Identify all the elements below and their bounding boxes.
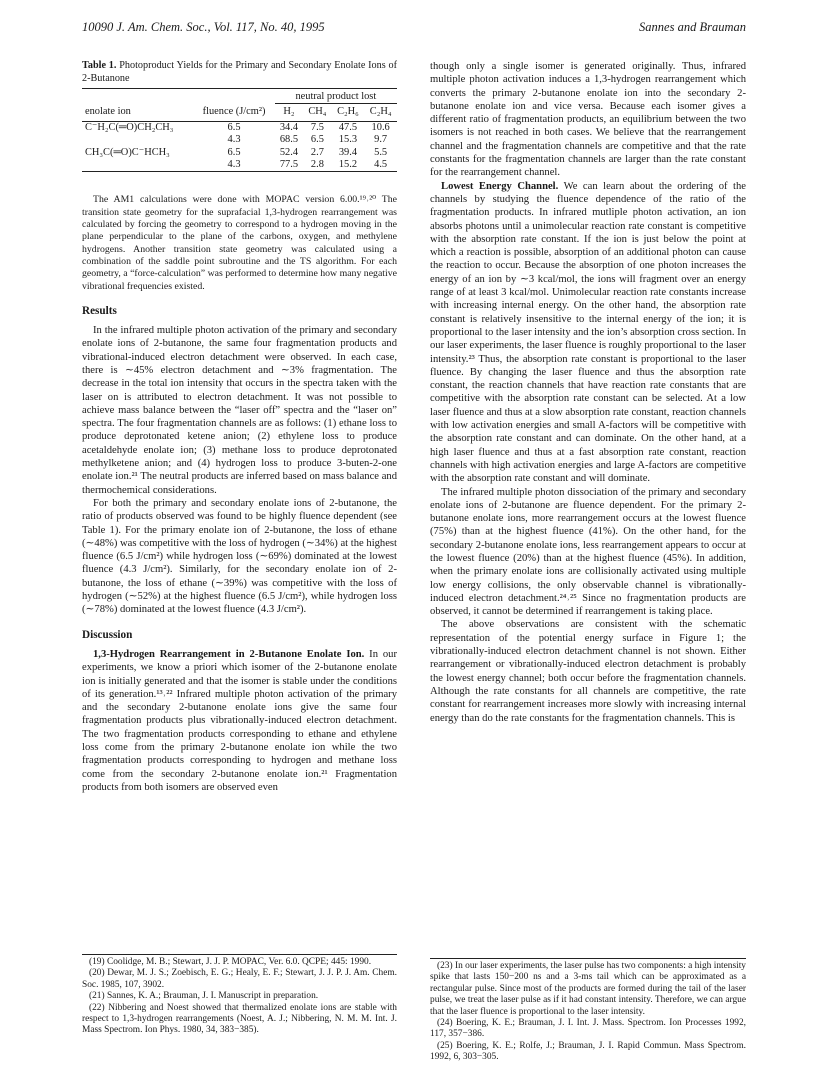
left-column — [82, 60, 397, 794]
table-row — [82, 121, 397, 134]
cell-ch4: 2.8 — [303, 159, 331, 172]
header-authors: Sannes and Brauman — [639, 20, 746, 34]
results-paragraph: In the infrared multiple photon activation of the primary and secondary enolate ions of 2-butanone, the same four fragmentation products and vibrational-induced electron detachment were observed. In each case, there is ∼45% electron detachment and ∼3% fragmentation. The decrease in the total ion intensity that occurs in the spectra taken with the laser on is attributed to electron detachment. It was not possible to achieve mass balance between the “laser off” spectra and the “laser on” spectra. The four fragmentation channels are as follows: (1) ethane loss to produce deprotonated ketene anion; (2) ethylene loss to produce acetaldehyde enolate ion; (3) methane loss to produce deprotonated methylketene anion; and (4) hydrogen loss to produce 3-buten-2-one enolate ion.²¹ The neutral products are inferred based on mass balance and thermochemical considerations. — [82, 325, 397, 496]
lowest-energy-paragraph — [430, 180, 746, 486]
table-row — [82, 134, 397, 146]
cell-h2: 52.4 — [279, 146, 299, 158]
cell-fluence: 6.5 — [227, 146, 241, 158]
cell-c2h6: 15.2 — [332, 159, 365, 172]
cell-c2h6: 15.3 — [338, 134, 358, 146]
col-header-fluence: fluence (J/cm²) — [193, 104, 274, 121]
body-paragraph: The infrared multiple photon dissociation of the primary and secondary enolate ions of 2-butanone are fluence dependent. For the primary 2-butanone enolate ions, more rearrangement occurs at the lowest fluence (75%) than at the highest fluence (41%). On the other hand, for the secondary 2-butanone enolate ions, less rearrangement appears to occur at the lowest fluence (20%) than at the highest fluence (45%). In addition, when the primary enolate ions are collisionally activated using multiple low energy collisions, the only observable channel is vibrationally-induced electron detachment.²⁴˒²⁵ Since no fragmentation products are observed, it cannot be determined if rearrangement is taking place. — [430, 486, 746, 618]
cell-c2h6: 47.5 — [338, 121, 358, 133]
table-label: Table 1. — [82, 60, 117, 71]
footnotes-left — [82, 954, 397, 1037]
col-header-ch4: CH₄ — [303, 104, 331, 121]
table-caption-text: Photoproduct Yields for the Primary and Secondary Enolate Ions of 2-Butanone — [82, 60, 397, 84]
yields-table — [82, 88, 397, 172]
lowest-energy-heading: Lowest Energy Channel. — [441, 180, 559, 192]
cell-c2h4: 9.7 — [374, 134, 388, 146]
table-group-header: neutral product lost — [275, 89, 397, 104]
lowest-energy-text: We can learn about the ordering of the channels by studying the fluence dependence of the ratio of the fragmentation products. In infrared mutliple photon activation, an ion absorbs photons until a unimolecular reaction rate constant is competitive with the absorption rate constant. If the ion is just below the point at which a reaction is possible, absorption of an additional photon can cause the reaction to occur. Because the absorption of one photon increases the energy of an ion by ∼3 kcal/mol, the ions will fragment over an energy range of at least 3 kcal/mol. Unimolecular reaction rate constants increase with increasing internal energy. On the other hand, the absorption rate constant is relatively insensitive to the internal energy of the ion; it is proportional to the laser intensity and the ion’s absorption cross section. In our laser experiments, the laser fluence is roughly proportional to the laser intensity.²³ Thus, the absorption rate constant is proportional to the laser fluence. By changing the laser fluence and thus the absorption rate constant, the reaction channels that have reaction rate constants that are competitive with the absorption rate constant can be selected. At a low laser fluence and thus at a slow absorption rate constant, reaction channels with low activation energies and small A-factors will be competitive with the absorption rate constant and can dominate. On the other hand, at a high laser fluence and thus at a fast absorption rate constant, reaction channels with high activation energies and large A-factors are competitive with the absorption rate constant and will dominate. — [430, 180, 746, 485]
cell-ion — [82, 134, 193, 146]
footnote: (21) Sannes, K. A.; Brauman, J. I. Manuscript in preparation. — [89, 991, 319, 1002]
cell-c2h6: 39.4 — [338, 146, 358, 158]
discussion-text: In our experiments, we know a priori which isomer of the 2-butanone enolate ion is initially generated and that the isomer is stable under the conditions of its generation.¹³˒²² Infrared multiple photon activation of the primary and the secondary 2-butanone enolate ions give the same four fragmentation products plus vibrationally-induced electron detachment. The two fragmentation products corresponding to ethane and ethylene loss come from the primary 2-butanone enolate ion while the two fragmentation products corresponding to hydrogen and methane loss come from the secondary 2-butanone enolate ion.²¹ Fragmentation products from both isomers are observed even — [82, 648, 397, 793]
cell-ch4: 7.5 — [310, 121, 324, 133]
right-column — [430, 60, 746, 725]
footnote: (20) Dewar, M. J. S.; Zoebisch, E. G.; Healy, E. F.; Stewart, J. J. P. J. Am. Chem. Soc. 1985, 107, 3902. — [82, 968, 397, 990]
cell-ch4: 6.5 — [310, 134, 324, 146]
col-header-c2h6: C₂H₆ — [332, 104, 365, 121]
cell-fluence: 6.5 — [227, 121, 241, 133]
discussion-paragraph — [82, 648, 397, 794]
cell-h2: 34.4 — [279, 121, 299, 133]
cell-fluence: 4.3 — [227, 134, 241, 146]
footnote: (22) Nibbering and Noest showed that thermalized enolate ions are stable with respect to 1,3-hydrogen rearrangements (Noest, A. J.; Nibbering, N. M. M. Int. J. Mass Spectrom. Ion Phys. 1980, 34, 383−385). — [82, 1002, 397, 1036]
cell-ion: CH₃C(═O)C⁻HCH₃ — [85, 146, 170, 158]
running-header — [82, 20, 746, 36]
discussion-subheading: 1,3-Hydrogen Rearrangement in 2-Butanone Enolate Ion. — [93, 648, 365, 660]
col-header-c2h4: C₂H₄ — [364, 104, 397, 121]
cell-c2h4: 10.6 — [371, 121, 390, 133]
discussion-heading: Discussion — [82, 628, 133, 641]
body-paragraph: The above observations are consistent with the schematic representation of the potential energy surface in Figure 1; the vibrationally-induced electron detachment channel is not shown. Either rearrangement or vibrationally-induced electron detachment is probably the lowest energy channel; both occur before the fragmentation channels. Although the rate constants for all channels are competitive, the rate constant for rearrangement increases more slowly with increasing internal energy than do the rate constants for the fragmentation channels. This is — [430, 619, 746, 724]
cell-c2h4: 4.5 — [364, 159, 397, 172]
continued-paragraph: though only a single isomer is generated originally. Thus, infrared multiple photon activation induces a 1,3-hydrogen rearrangement which converts the primary 2-butanone enolate ion into the secondary 2-butanone enolate ion and vice versa. Because each isomer gives a different ratio of fragmentation products, an equilibrium between the two isomers is not reached in both cases. We believe that the rearrangement channel and the fragmentation channels are competitive and that the rate constants for the fragmentation channels are larger than the rate constant for the rearrangement channel. — [430, 61, 746, 179]
cell-c2h4: 5.5 — [374, 146, 388, 158]
table-row — [82, 159, 397, 172]
footnote: (19) Coolidge, M. B.; Stewart, J. J. P. MOPAC, Ver. 6.0. QCPE; 445: 1990. — [89, 957, 372, 967]
col-header-h2: H₂ — [275, 104, 304, 121]
footnote: (25) Boering, K. E.; Rolfe, J.; Brauman, J. I. Rapid Commun. Mass Spectrom. 1992, 6, 303−305. — [430, 1040, 746, 1063]
footnotes-right — [430, 958, 746, 1064]
footnote: (23) In our laser experiments, the laser pulse has two components: a high intensity spike that lasts 150−200 ns and a 3-ms tail which can be approximated as a rectangular pulse. Since most of the products are formed during the tail of the laser pulse, we treat the laser pulse as if it had constant intensity. Therefore, we can argue that the laser fluence is proportional to the laser intensity. — [430, 961, 746, 1017]
cell-h2: 68.5 — [279, 134, 299, 146]
col-header-ion: enolate ion — [82, 104, 193, 121]
results-heading: Results — [82, 304, 117, 317]
experimental-paragraph: The AM1 calculations were done with MOPAC version 6.00.¹⁹˒²⁰ The transition state geometry for the suprafacial 1,3-hydrogen rearrangement was calculated by forcing the geometry to correspond to a hydrogen moving in the plane perpendicular to the plane of the carbons, oxygen, and methylene hydrogens. Another transition state geometry was calculated using a combination of the saddle point subroutine and the TS algorithm. For each geometry, a “force-calculation” was performed to determine how many negative vibrational frequencies existed. — [82, 194, 397, 292]
table-row — [82, 147, 397, 159]
results-paragraph: For both the primary and secondary enolate ions of 2-butanone, the ratio of products observed was found to be highly fluence dependent (see Table 1). For the primary enolate ion of 2-butanone, the loss of ethane (∼48%) was competitive with the loss of hydrogen (∼34%) at the highest fluence (6.5 J/cm²) while hydrogen loss (∼69%) dominated at the lowest fluence (4.3 J/cm²). Similarly, for the secondary enolate ion of 2-butanone, the loss of ethane (∼39%) was competitive with the loss of hydrogen (∼52%) at the highest fluence (6.5 J/cm²), while hydrogen loss (∼78%) dominated at the lowest fluence (4.3 J/cm²). — [82, 497, 397, 616]
table-caption — [82, 60, 397, 85]
cell-ch4: 2.7 — [310, 146, 324, 158]
footnote: (24) Boering, K. E.; Brauman, J. I. Int. J. Mass. Spectrom. Ion Processes 1992, 117, 357−386. — [430, 1018, 746, 1040]
cell-ion: C⁻H₂C(═O)CH₂CH₃ — [85, 121, 174, 133]
cell-h2: 77.5 — [275, 159, 304, 172]
header-citation: 10090 J. Am. Chem. Soc., Vol. 117, No. 40, 1995 — [82, 20, 325, 34]
cell-ion — [82, 159, 193, 172]
cell-fluence: 4.3 — [193, 159, 274, 172]
